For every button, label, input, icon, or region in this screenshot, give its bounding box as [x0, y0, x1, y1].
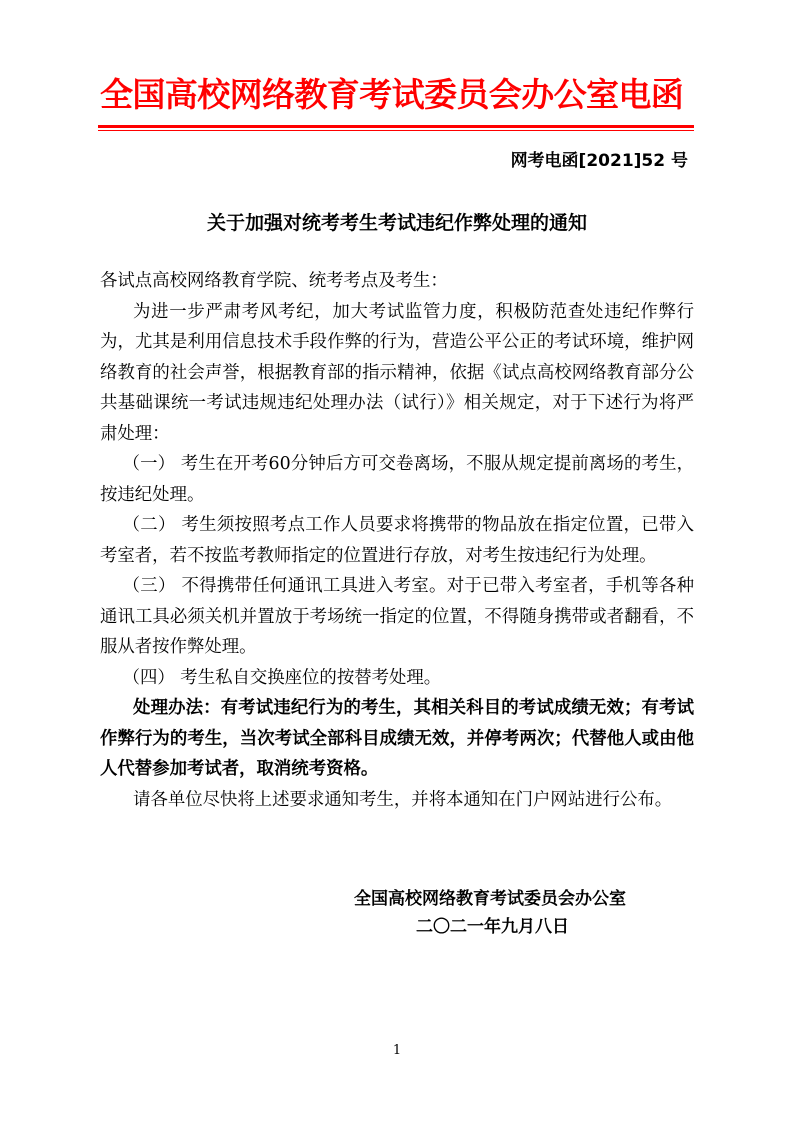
signature-organization: 全国高校网络教育考试委员会办公室 — [354, 889, 626, 909]
letterhead-title: 全国高校网络教育考试委员会办公室电函 — [100, 75, 684, 114]
notice-title: 关于加强对统考考生考试违纪作弊处理的通知 — [206, 212, 587, 234]
rule-item-4: （四） 考生私自交换座位的按替考处理。 — [122, 667, 442, 688]
rule-item-1: （一） 考生在开考60分钟后方可交卷离场，不服从规定提前离场的考生，按违纪处理。 — [100, 454, 694, 505]
page-number: 1 — [392, 1043, 402, 1058]
intro-paragraph: 为进一步严肃考风考纪，加大考试监管力度，积极防范查处违纪作弊行为，尤其是利用信息技术手段作弊的行为，营造公平公正的考试环境，维护网络教育的社会声誉，根据教育部的指示精神，依据《试点高校网络教育部分公共基础课统一考试违规违纪处理办法（试行）》相关规定，对于下述行为将严肃处理： — [100, 301, 694, 444]
letterhead-rule-thick — [98, 125, 694, 128]
salutation: 各试点高校网络教育学院、统考考点及考生： — [100, 271, 448, 291]
closing-paragraph: 请各单位尽快将上述要求通知考生，并将本通知在门户网站进行公布。 — [133, 789, 673, 810]
rule-item-2: （二） 考生须按照考点工作人员要求将携带的物品放在指定位置，已带入考室者，若不按监考教师指定的位置进行存放，对考生按违纪行为处理。 — [100, 515, 694, 566]
letterhead-rule-thin — [98, 130, 694, 131]
notice-body — [100, 266, 694, 815]
document-number: 网考电函[2021]52 号 — [510, 151, 688, 171]
signature-date: 二〇二一年九月八日 — [416, 917, 569, 937]
rule-item-3: （三） 不得携带任何通讯工具进入考室。对于已带入考室者，手机等各种通讯工具必须关机并置放于考场统一指定的位置，不得随身携带或者翻看，不服从者按作弊处理。 — [100, 576, 694, 657]
measures-paragraph: 处理办法：有考试违纪行为的考生，其相关科目的考试成绩无效；有考试作弊行为的考生，当次考试全部科目成绩无效，并停考两次；代替他人或由他人代替参加考试者，取消统考资格。 — [100, 698, 694, 779]
